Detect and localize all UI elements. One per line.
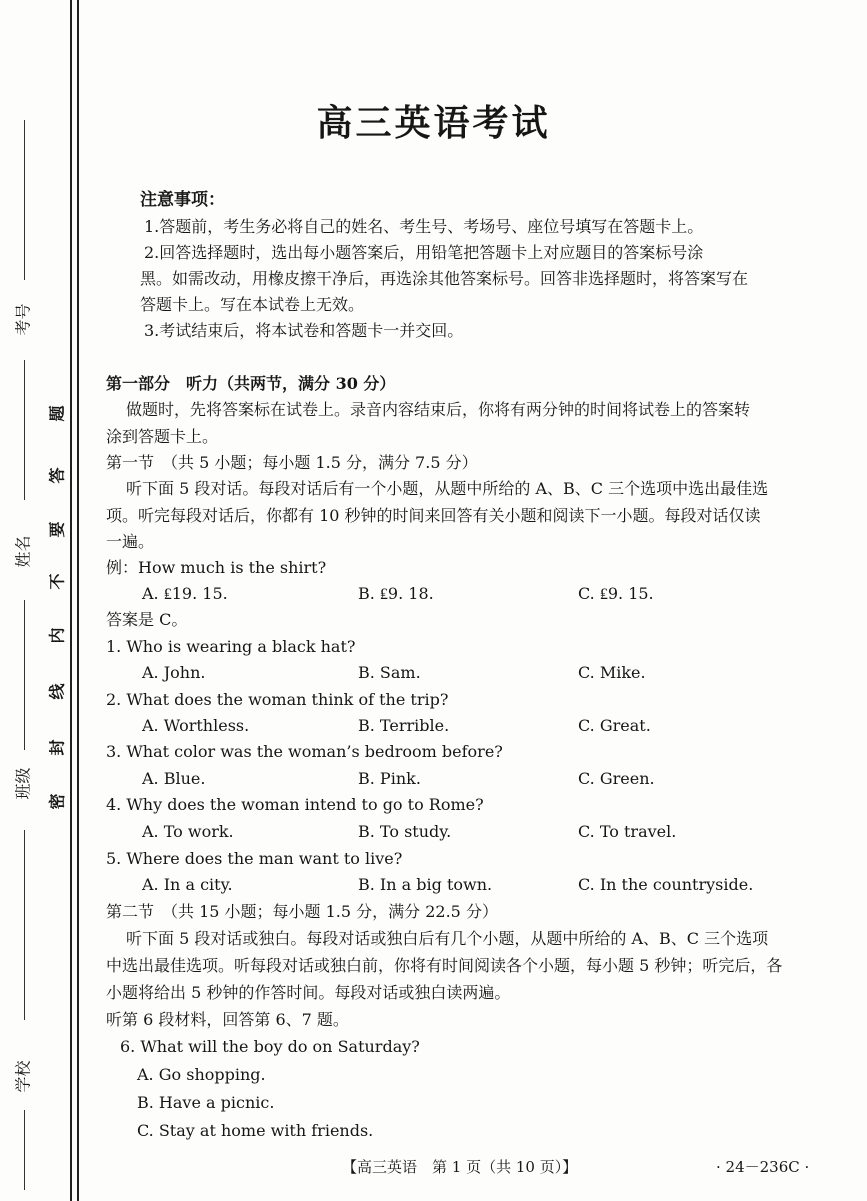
xingming-label: 姓名 bbox=[13, 535, 33, 568]
section1-heading: 第一节 （共 5 小题；每小题 1.5 分，满分 7.5 分） bbox=[106, 453, 478, 472]
question-5-option-c: C. In the countryside. bbox=[578, 875, 754, 894]
notice-heading: 注意事项： bbox=[140, 190, 225, 210]
seal-char: 不 bbox=[47, 573, 67, 590]
question-6: 6. What will the boy do on Saturday? bbox=[120, 1037, 420, 1056]
question-5-option-b: B. In a big town. bbox=[358, 875, 493, 894]
question-1-option-a: A. John. bbox=[142, 663, 206, 682]
notice-line-4: 答题卡上。写在本试卷上无效。 bbox=[140, 295, 365, 314]
seal-char: 密 bbox=[47, 793, 67, 810]
xingming-rule bbox=[24, 600, 25, 750]
example-option-c: C. ₤9. 15. bbox=[578, 584, 654, 603]
part1-intro-2: 涂到答题卡上。 bbox=[106, 427, 219, 446]
material-instruction: 听第 6 段材料，回答第 6、7 题。 bbox=[106, 1010, 349, 1029]
section2-directions-3: 小题将给出 5 秒钟的作答时间。每段对话或独白读两遍。 bbox=[106, 983, 511, 1002]
notice-line-3: 黑。如需改动，用橡皮擦干净后，再选涂其他答案标号。回答非选择题时，将答案写在 bbox=[140, 269, 749, 288]
xuexiao-rule bbox=[24, 1110, 25, 1190]
seal-char: 答 bbox=[47, 467, 67, 484]
exam-code: · 24－236C · bbox=[716, 1158, 810, 1176]
kaohao-rule-lower bbox=[24, 360, 25, 500]
question-5: 5. Where does the man want to live? bbox=[106, 849, 403, 868]
example-answer: 答案是 C。 bbox=[106, 610, 188, 629]
question-4-option-b: B. To study. bbox=[358, 822, 452, 841]
section2-directions-1: 听下面 5 段对话或独白。每段对话或独白后有几个小题，从题中所给的 A、B、C 三个选项 bbox=[126, 929, 769, 948]
example-question: 例：How much is the shirt? bbox=[106, 558, 327, 577]
section2-directions-2: 中选出最佳选项。听每段对话或独白前，你将有时间阅读各个小题，每小题 5 秒钟；听完后，各 bbox=[106, 956, 783, 975]
kaohao-label: 考号 bbox=[13, 303, 33, 336]
question-1-option-b: B. Sam. bbox=[358, 663, 421, 682]
question-3-option-a: A. Blue. bbox=[142, 769, 206, 788]
question-2-option-a: A. Worthless. bbox=[142, 716, 250, 735]
seal-char: 封 bbox=[47, 739, 67, 756]
question-3-option-c: C. Green. bbox=[578, 769, 655, 788]
part1-intro-1: 做题时，先将答案标在试卷上。录音内容结束后，你将有两分钟的时间将试卷上的答案转 bbox=[126, 400, 751, 419]
question-2-option-b: B. Terrible. bbox=[358, 716, 450, 735]
example-option-a: A. ₤19. 15. bbox=[142, 584, 228, 603]
question-4: 4. Why does the woman intend to go to Rome? bbox=[106, 795, 484, 814]
section1-directions-1: 听下面 5 段对话。每段对话后有一个小题，从题中所给的 A、B、C 三个选项中选出最佳选 bbox=[126, 479, 769, 498]
question-6-option-c: C. Stay at home with friends. bbox=[137, 1121, 374, 1140]
notice-line-5: 3.考试结束后，将本试卷和答题卡一并交回。 bbox=[144, 321, 464, 340]
binding-line-inner bbox=[77, 0, 79, 1201]
question-6-option-b: B. Have a picnic. bbox=[137, 1093, 275, 1112]
seal-char: 要 bbox=[47, 521, 67, 538]
section1-directions-2: 项。听完每段对话后，你都有 10 秒钟的时间来回答有关小题和阅读下一小题。每段对话仅读 bbox=[106, 506, 761, 525]
seal-char: 题 bbox=[47, 405, 67, 422]
seal-char: 内 bbox=[47, 627, 67, 644]
question-2-option-c: C. Great. bbox=[578, 716, 651, 735]
banji-label: 班级 bbox=[13, 767, 33, 800]
notice-line-2: 2.回答选择题时，选出每小题答案后，用铅笔把答题卡上对应题目的答案标号涂 bbox=[144, 243, 704, 262]
seal-char: 线 bbox=[47, 683, 67, 700]
question-1: 1. Who is wearing a black hat? bbox=[106, 637, 356, 656]
section2-heading: 第二节 （共 15 小题；每小题 1.5 分，满分 22.5 分） bbox=[106, 902, 498, 921]
question-3-option-b: B. Pink. bbox=[358, 769, 421, 788]
question-1-option-c: C. Mike. bbox=[578, 663, 646, 682]
question-2: 2. What does the woman think of the trip? bbox=[106, 690, 449, 709]
example-option-b: B. ₤9. 18. bbox=[358, 584, 434, 603]
notice-line-1: 1.答题前，考生务必将自己的姓名、考生号、考场号、座位号填写在答题卡上。 bbox=[144, 217, 704, 236]
page-footer: 【高三英语 第 1 页（共 10 页）】 bbox=[342, 1158, 578, 1176]
question-4-option-a: A. To work. bbox=[142, 822, 234, 841]
xuexiao-label: 学校 bbox=[13, 1060, 33, 1093]
question-5-option-a: A. In a city. bbox=[142, 875, 233, 894]
section1-directions-3: 一遍。 bbox=[106, 532, 155, 551]
binding-line-outer bbox=[70, 0, 72, 1201]
exam-title: 高三英语考试 bbox=[316, 102, 551, 144]
banji-rule bbox=[24, 830, 25, 1020]
part1-heading: 第一部分 听力（共两节，满分 30 分） bbox=[106, 374, 396, 393]
question-3: 3. What color was the woman’s bedroom before? bbox=[106, 742, 503, 761]
question-6-option-a: A. Go shopping. bbox=[137, 1065, 266, 1084]
question-4-option-c: C. To travel. bbox=[578, 822, 677, 841]
